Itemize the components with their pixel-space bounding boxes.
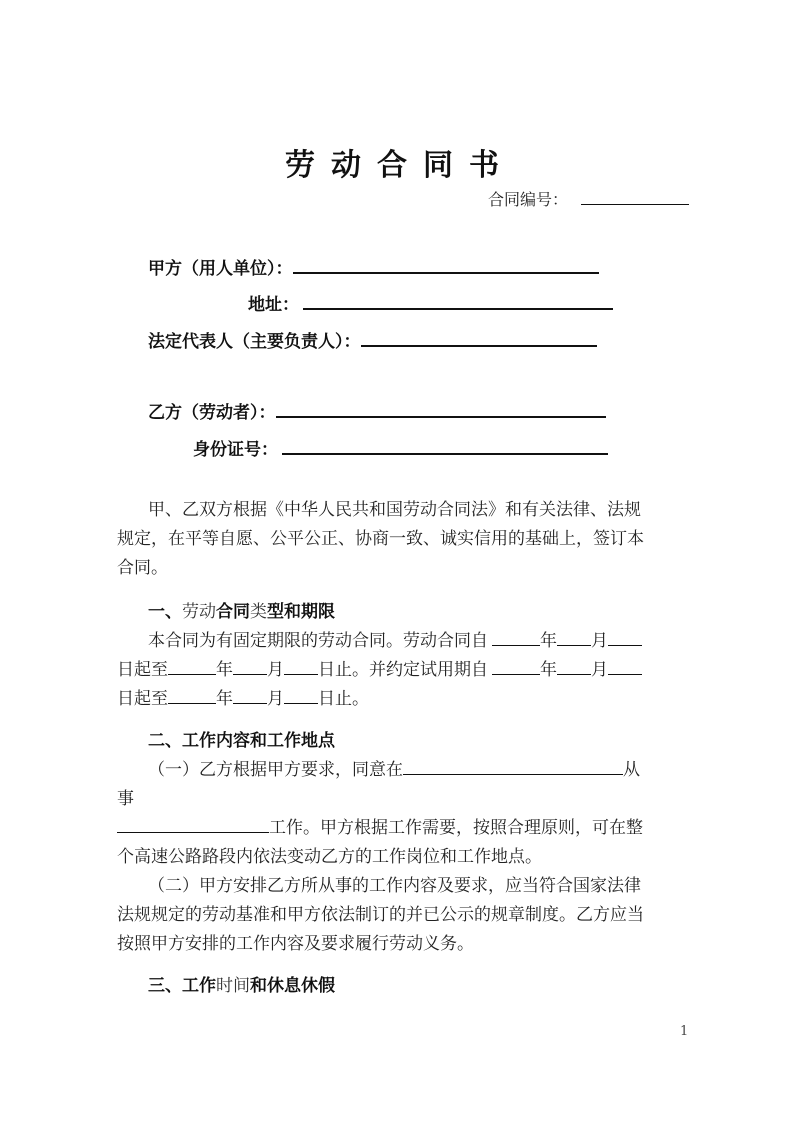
legal-rep-row bbox=[148, 327, 597, 352]
section-2-heading: 二、工作内容和工作地点 bbox=[148, 731, 335, 751]
page-number: 1 bbox=[680, 1024, 689, 1039]
intro-line-1: 甲、乙双方根据《中华人民共和国劳动合同法》和有关法律、法规 bbox=[148, 500, 641, 520]
work-location-blank[interactable] bbox=[403, 757, 623, 775]
party-b-label: 乙方（劳动者）： bbox=[148, 403, 276, 423]
address-blank[interactable] bbox=[303, 291, 613, 310]
section-2-p2-line-3: 按照甲方安排的工作内容及要求履行劳动义务。 bbox=[117, 934, 474, 954]
section-1-number: 一、 bbox=[148, 602, 182, 622]
address-label: 地址： bbox=[248, 295, 299, 315]
start-year-blank[interactable] bbox=[492, 628, 540, 646]
p1-cong-text: 从 bbox=[623, 760, 640, 780]
contract-number-blank[interactable] bbox=[581, 188, 689, 205]
month-label: 月 bbox=[591, 660, 608, 680]
section-3-heading-part: 和休息休假 bbox=[250, 976, 335, 996]
month-label: 月 bbox=[591, 631, 608, 651]
section-1-line-2 bbox=[117, 656, 642, 685]
p1-line3-text: 工作。甲方根据工作需要，按照合理原则，可在整 bbox=[269, 818, 643, 838]
end-month-blank[interactable] bbox=[233, 657, 267, 675]
address-row bbox=[248, 290, 613, 315]
probation-end-year-blank[interactable] bbox=[168, 686, 216, 704]
month-label: 月 bbox=[267, 689, 284, 709]
p1-start-text: （一）乙方根据甲方要求，同意在 bbox=[148, 760, 403, 780]
day-end-label: 日止。 bbox=[318, 689, 369, 709]
section-1-line-1 bbox=[148, 627, 642, 656]
party-b-row bbox=[148, 398, 606, 423]
section-1-heading-part: 合同 bbox=[216, 602, 250, 622]
section-1-line-3 bbox=[117, 685, 369, 714]
section-3-heading-part: 时间 bbox=[216, 976, 250, 996]
end-year-blank[interactable] bbox=[168, 657, 216, 675]
day-start-label: 日起至 bbox=[117, 689, 168, 709]
party-b-blank[interactable] bbox=[276, 399, 606, 418]
section-2-p1-line-1 bbox=[148, 756, 640, 785]
term-text: 本合同为有固定期限的劳动合同。劳动合同自 bbox=[148, 631, 488, 651]
probation-text: 日止。并约定试用期自 bbox=[318, 660, 488, 680]
party-a-label: 甲方（用人单位）： bbox=[148, 259, 293, 279]
section-3-heading-part: 三、工作 bbox=[148, 976, 216, 996]
legal-rep-label: 法定代表人（主要负责人）： bbox=[148, 332, 361, 352]
intro-line-3: 合同。 bbox=[117, 558, 168, 578]
section-2-p1-line-3 bbox=[117, 814, 643, 843]
year-label: 年 bbox=[216, 689, 233, 709]
section-2-p1-line-4: 个高速公路路段内依法变动乙方的工作岗位和工作地点。 bbox=[117, 847, 542, 867]
probation-start-month-blank[interactable] bbox=[557, 657, 591, 675]
id-number-label: 身份证号： bbox=[193, 440, 278, 460]
contract-number-row bbox=[488, 187, 689, 210]
probation-start-year-blank[interactable] bbox=[492, 657, 540, 675]
probation-start-day-blank[interactable] bbox=[608, 657, 642, 675]
document-title: 劳动合同书 bbox=[285, 148, 515, 183]
start-month-blank[interactable] bbox=[557, 628, 591, 646]
party-a-blank[interactable] bbox=[293, 255, 599, 274]
year-label: 年 bbox=[216, 660, 233, 680]
section-1-heading-part: 劳动 bbox=[182, 602, 216, 622]
section-1-heading-part: 类 bbox=[250, 602, 267, 622]
legal-rep-blank[interactable] bbox=[361, 328, 597, 347]
year-label: 年 bbox=[540, 631, 557, 651]
section-2-p1-line-2: 事 bbox=[117, 789, 134, 809]
start-day-blank[interactable] bbox=[608, 628, 642, 646]
job-title-blank[interactable] bbox=[117, 815, 269, 833]
probation-end-month-blank[interactable] bbox=[233, 686, 267, 704]
end-day-blank[interactable] bbox=[284, 657, 318, 675]
year-label: 年 bbox=[540, 660, 557, 680]
section-1-heading bbox=[148, 598, 335, 627]
section-3-heading bbox=[148, 972, 335, 1001]
section-2-p2-line-2: 法规规定的劳动基准和甲方依法制订的并已公示的规章制度。乙方应当 bbox=[117, 905, 644, 925]
id-number-row bbox=[193, 435, 608, 460]
intro-line-2: 规定，在平等自愿、公平公正、协商一致、诚实信用的基础上，签订本 bbox=[117, 529, 644, 549]
id-number-blank[interactable] bbox=[282, 436, 608, 455]
section-1-heading-part: 型和期限 bbox=[267, 602, 335, 622]
day-start-label: 日起至 bbox=[117, 660, 168, 680]
party-a-row bbox=[148, 254, 599, 279]
contract-number-label: 合同编号： bbox=[488, 190, 569, 209]
section-2-p2-line-1: （二）甲方安排乙方所从事的工作内容及要求，应当符合国家法律 bbox=[148, 876, 641, 896]
month-label: 月 bbox=[267, 660, 284, 680]
probation-end-day-blank[interactable] bbox=[284, 686, 318, 704]
